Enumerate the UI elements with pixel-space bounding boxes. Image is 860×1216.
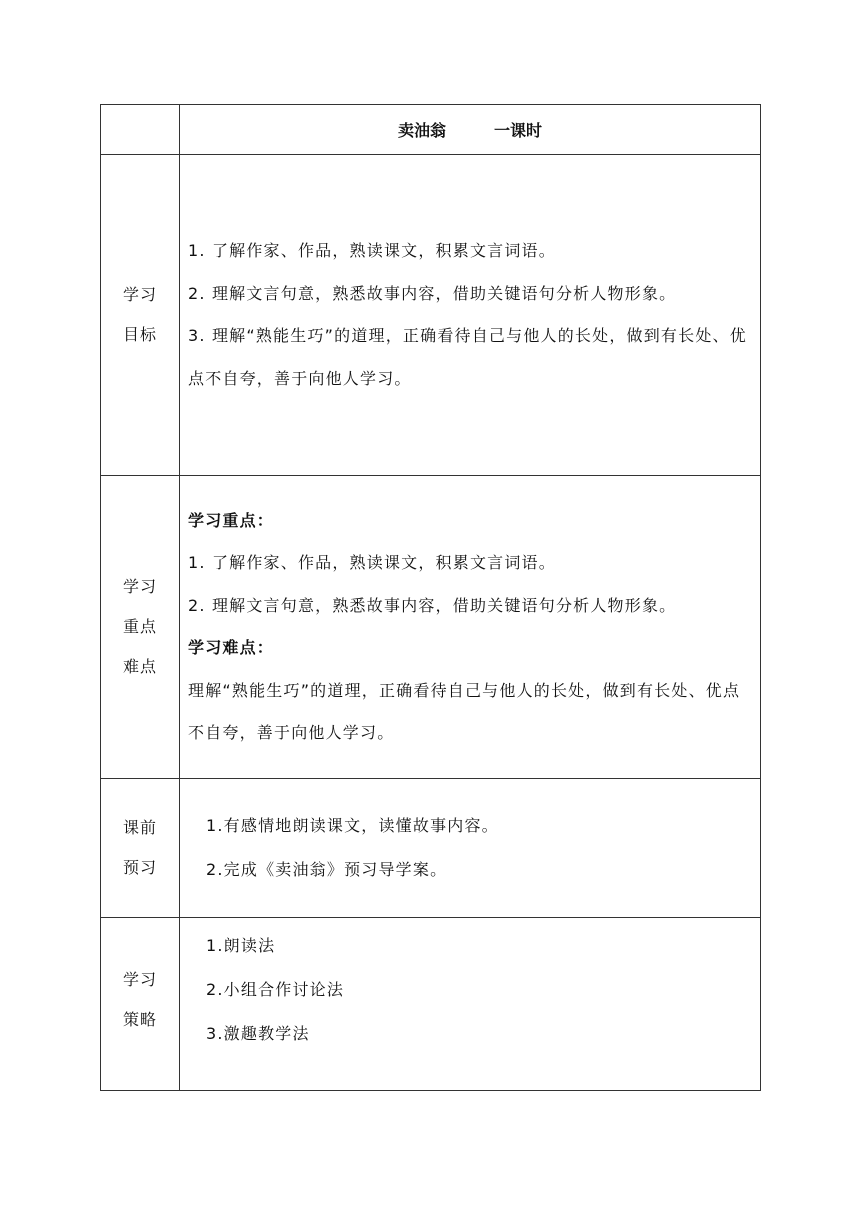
objectives-content [180,155,761,476]
preview-label-line-2: 预习 [122,858,157,877]
objectives-label [101,155,180,476]
difficulty-text: 理解“熟能生巧”的道理，正确看待自己与他人的长处，做到有长处、优点不自夸，善于向他人学习。 [188,680,741,742]
objectives-label-line-1: 学习 [122,285,157,304]
header-row [101,105,761,155]
key-points-label [101,476,180,779]
focus-item-2: 2. 理解文言句意，熟悉故事内容，借助关键语句分析人物形象。 [188,595,677,615]
preview-label [101,779,180,918]
objective-item-2: 2. 理解文言句意，熟悉故事内容，借助关键语句分析人物形象。 [188,283,677,303]
key-points-label-line-2: 重点 [122,617,157,636]
key-points-label-line-1: 学习 [122,577,157,596]
key-points-label-line-3: 难点 [122,657,157,676]
difficulty-heading: 学习难点： [188,638,275,657]
preview-item-1: 1.有感情地朗读课文，读懂故事内容。 [206,816,499,835]
focus-heading: 学习重点： [188,510,275,530]
objective-item-3: 3. 理解“熟能生巧”的道理，正确看待自己与他人的长处，做到有长处、优点不自夸，善于向他人学习。 [188,326,747,388]
strategy-label [101,918,180,1091]
objectives-label-line-2: 目标 [122,325,157,344]
strategy-item-1: 1.朗读法 [206,936,276,955]
strategy-row [101,918,761,1091]
preview-row [101,779,761,918]
strategy-label-line-1: 学习 [122,970,157,989]
lesson-plan-table [100,104,761,1091]
key-points-content [180,476,761,779]
focus-item-1: 1. 了解作家、作品，熟读课文，积累文言词语。 [188,553,556,572]
lesson-period: 一课时 [494,121,543,140]
lesson-title-cell [180,105,761,155]
header-empty-cell [101,105,180,155]
strategy-item-2: 2.小组合作讨论法 [206,980,345,999]
strategy-label-line-2: 策略 [122,1010,157,1029]
preview-label-line-1: 课前 [122,818,157,837]
objectives-row [101,155,761,476]
objective-item-1: 1. 了解作家、作品，熟读课文，积累文言词语。 [188,241,556,260]
preview-content [180,779,761,918]
preview-item-2: 2.完成《卖油翁》预习导学案。 [206,860,448,879]
lesson-title: 卖油翁 [397,121,446,140]
key-points-row [101,476,761,779]
strategy-content [180,918,761,1091]
strategy-item-3: 3.激趣教学法 [206,1024,310,1043]
